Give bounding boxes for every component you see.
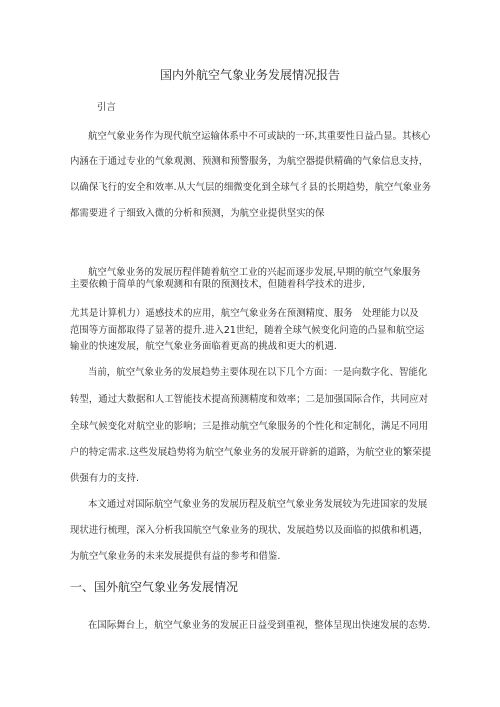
section-heading: 一、国外航空气象业务发展情况 <box>70 580 239 594</box>
paragraph-line: 在国际舞台上，航空气象业务的发展正日益受到重视，整体呈现出快速发展的态势. <box>88 620 431 631</box>
paragraph-line: 范围等方面都取得了显著的提升.进入21世纪，随着全球气候变化问造的凸显和航空运 <box>70 325 425 336</box>
paragraph-line: 当前，航空气象业务的发展趋势主要体现在以下几个方面：一是向数字化、智能化 <box>88 367 428 378</box>
paragraph-line: 为航空气象业务的未来发展提供有益的参考和借鉴. <box>70 551 281 562</box>
paragraph-line: 尤其是计算机力）遥感技术的应用，航空气象业务在预测精度、服务 处理能力以及 <box>70 308 419 319</box>
paragraph-line: 转型，通过大数据和人工智能技术提高预测精度和效率；二是加强国际合作，共同应对 <box>70 394 429 405</box>
paragraph-line: 航空气象业务作为现代航空运输体系中不可或缺的一环,其重要性日益凸显。其核心 <box>88 131 431 142</box>
paragraph-line: 输业的快速发展，航空气象业务面临着更高的挑战和更大的机遇. <box>70 341 337 352</box>
paragraph-line: 全球气候变化对航空业的影响；三是推动航空气象服务的个性化和定制化，满足不同用 <box>70 421 429 432</box>
paragraph-line: 现状进行梳理，深入分析我国航空气象业务的现状、发展趋势以及面临的拟俄和机遇， <box>70 525 429 536</box>
paragraph-line: 航空气象业务的发展历程伴随着航空工业的兴起而逐步发展,早期的航空气象服务 <box>88 267 421 278</box>
document-title: 国内外航空气象业务发展情况报告 <box>159 68 340 82</box>
intro-label: 引言 <box>97 102 116 113</box>
paragraph-line: 都需要进彳亍细致入微的分析和预测，为航空业提供坚实的保 <box>70 208 325 219</box>
paragraph-line: 供强有力的支持. <box>70 473 140 484</box>
paragraph-line: 户的特定需求.这些发展趋势将为航空气象业务的发展开辟新的道路，为航空业的繁荣提 <box>70 447 432 458</box>
paragraph-line: 内涵在于通过专业的气象观测、预测和预警服务，为航空器提供精确的气象信息支持， <box>70 156 429 167</box>
paragraph-line: 以确保飞行的安全和效率.从大气层的细微变化到全球气彳县的长期趋势，航空气象业务 <box>70 182 432 193</box>
paragraph-line: 本文通过对国际航空气象业务的发展历程及航空气象业务发展较为先进国家的发展 <box>88 499 428 510</box>
paragraph-line: 主要依赖于简单的气象观测和有限的预测技术，但随着科学技术的进步, <box>70 279 366 290</box>
